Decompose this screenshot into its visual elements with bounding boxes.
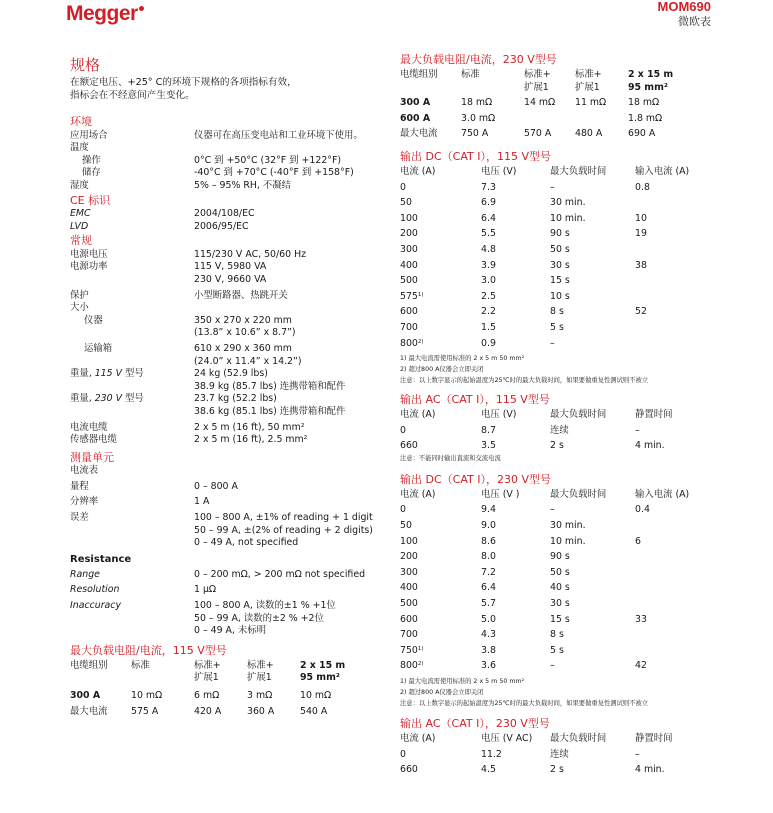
dc115-heading: 输出 DC（CAT I），115 V型号: [400, 149, 551, 163]
table-header-row: [400, 409, 715, 422]
table-header-row: 电缆组别 标准 标准+ 标准+ 2 x 15 m: [400, 69, 674, 80]
table-cell: 30 s: [550, 598, 570, 610]
spec-row: 电源功率 115 V, 5980 VA: [70, 261, 267, 273]
footnote: 注意：以上数字显示的起始温度为25℃时的最大负载时间，如果要做重复性测试则不被立: [400, 700, 649, 707]
table-row: 最大电流 750 A 570 A 480 A 690 A: [400, 128, 656, 140]
ac230-heading: 输出 AC（CAT I），230 V型号: [400, 717, 550, 730]
table-cell: –: [635, 424, 640, 436]
table-cell: 4 min.: [635, 764, 665, 776]
table-row: [400, 322, 715, 335]
table-row: 600 A 3.0 mΩ 1.8 mΩ: [400, 112, 663, 124]
spec-row: 50 – 99 A, 读数的±2 % +2位: [194, 612, 324, 624]
table-cell: 0: [400, 748, 406, 760]
footnote: 2) 超过800 A仪器会立即关闭: [400, 689, 484, 696]
table-cell: 9.4: [481, 504, 496, 516]
table-cell: 200: [400, 551, 418, 563]
table-cell: 最大负载时间: [550, 733, 607, 744]
table-cell: 600: [400, 306, 418, 318]
max230-table: [400, 69, 673, 141]
table-cell: 800$^{2)}$: [400, 337, 424, 349]
spec-row: (24.0” x 11.4” x 14.2”): [194, 355, 302, 367]
table-row: [400, 567, 715, 580]
table-cell: 电压 (V ): [481, 488, 520, 500]
table-row: [400, 244, 715, 257]
table-cell: [635, 551, 715, 564]
spec-row: 温度: [70, 142, 89, 154]
ce-heading: CE 标识: [70, 193, 111, 207]
table-cell: 0: [400, 424, 406, 436]
table-cell: 2 s: [550, 440, 564, 452]
table-cell: [635, 598, 715, 611]
table-cell: 400: [400, 582, 418, 594]
table-cell: 700: [400, 321, 418, 333]
megger-logo: Megger: [66, 2, 144, 26]
table-cell: 7.3: [481, 181, 496, 193]
table-cell: 电流 (A): [400, 733, 436, 744]
table-row: [400, 660, 715, 673]
spec-row: EMC 2004/108/EC: [70, 208, 255, 220]
table-cell: 575$^{1)}$: [400, 290, 424, 302]
ac230-table: [400, 733, 715, 777]
spec-row: 电源电压 115/230 V AC, 50/60 Hz: [70, 248, 307, 260]
env-heading: 环境: [70, 115, 92, 129]
table-cell: [635, 567, 715, 580]
table-cell: 0.4: [635, 504, 650, 516]
spec-row: 操作 0°C 到 +50°C (32°F 到 +122°F): [82, 154, 342, 166]
table-header-row: 扩展1 扩展1 95 mm²: [524, 81, 668, 93]
max230-heading: 最大负载电阻/电流，230 V型号: [400, 53, 557, 66]
spec-row: Resolution 1 μΩ: [70, 584, 217, 596]
ac230-body: [400, 733, 715, 777]
resistance-heading: Resistance: [70, 553, 132, 565]
table-cell: 300: [400, 566, 418, 578]
spec-row: Inaccuracy 100 – 800 A, 读数的±1 % +1位: [70, 600, 336, 611]
table-row: [400, 582, 715, 595]
table-header-row: 电缆组别 标准 标准+ 标准+ 2 x 15 m: [70, 659, 346, 671]
table-cell: 52: [635, 306, 647, 318]
spec-row: 38.6 kg (85.1 lbs) 连携带箱和配件: [194, 405, 346, 417]
table-cell: 8.6: [481, 535, 496, 547]
spec-row: 湿度 5% – 95% RH, 不凝结: [70, 180, 291, 192]
table-cell: 0: [400, 181, 406, 193]
spec-row: 储存 -40°C 到 +70°C (-40°F 到 +158°F): [82, 167, 354, 179]
table-cell: 0.9: [481, 337, 496, 349]
spec-row: 0 – 49 A, not specified: [194, 537, 299, 549]
right-column: [400, 53, 730, 777]
table-cell: 33: [635, 613, 647, 625]
table-cell: 8.0: [481, 551, 496, 563]
table-cell: [635, 244, 715, 257]
table-row: [400, 504, 715, 517]
table-row: 300 A 18 mΩ 14 mΩ 11 mΩ 18 mΩ: [400, 97, 660, 109]
footnote: 注意：不能同时输出直流和交流电流: [400, 454, 501, 462]
dc115-table: [400, 166, 715, 350]
table-cell: [635, 275, 715, 288]
spec-row: 重量, 115 V 型号 24 kg (52.9 lbs): [70, 368, 268, 380]
table-row: [400, 213, 715, 226]
table-cell: 最大负载时间: [550, 165, 607, 177]
table-cell: 静置时间: [635, 733, 673, 744]
footnote: 1) 最大电流需使用标准的 2 x 5 m 50 mm²: [400, 678, 525, 685]
table-cell: 700: [400, 629, 418, 641]
table-cell: 5.5: [481, 228, 496, 240]
table-row: [400, 520, 715, 533]
table-cell: 200: [400, 228, 418, 240]
table-cell: 6.9: [481, 197, 496, 209]
table-row: [400, 749, 715, 762]
table-cell: 电流 (A): [400, 409, 436, 421]
table-cell: 电流 (A): [400, 488, 436, 500]
table-cell: 0.8: [635, 181, 650, 193]
table-cell: 连续: [550, 424, 569, 436]
footnote: 1) 最大电流需使用标准的 2 x 5 m 50 mm²: [400, 355, 525, 363]
spec-row: 电流电缆 2 x 5 m (16 ft), 50 mm²: [70, 421, 305, 433]
table-header-row: [400, 489, 715, 502]
table-cell: 1.5: [481, 321, 496, 333]
table-cell: 50 s: [550, 243, 570, 255]
table-cell: 5.0: [481, 613, 496, 625]
table-cell: [635, 645, 715, 658]
table-cell: 连续: [550, 748, 569, 760]
table-cell: 4.5: [481, 764, 496, 776]
table-header-row: [400, 733, 715, 746]
table-cell: 30 s: [550, 259, 570, 271]
table-cell: 最大负载时间: [550, 409, 607, 421]
spec-row: Range 0 – 200 mΩ, > 200 mΩ not specified: [70, 568, 366, 580]
table-cell: 15 s: [550, 613, 570, 625]
ac115-body: [400, 409, 715, 453]
spec-row: 230 V, 9660 VA: [194, 274, 267, 286]
table-cell: 8 s: [550, 306, 564, 318]
max115-heading: 最大负载电阻/电流，115 V型号: [70, 643, 227, 657]
table-row: [400, 275, 715, 288]
dc115-body: [400, 166, 715, 350]
table-cell: [635, 520, 715, 533]
table-cell: 3.6: [481, 660, 496, 672]
left-column: [70, 54, 390, 718]
table-row: [400, 598, 715, 611]
table-cell: 电流 (A): [400, 165, 436, 177]
spec-row: 应用场合 仪器可在高压变电站和工业环境下使用。: [70, 129, 363, 141]
max115-table: [70, 660, 345, 718]
spec-row: 大小: [70, 302, 89, 314]
table-cell: [635, 291, 715, 304]
spec-row: 重量, 230 V 型号 23.7 kg (52.2 lbs): [70, 393, 277, 405]
spec-row: 量程 0 – 800 A: [70, 480, 238, 492]
table-row: [400, 260, 715, 273]
table-cell: 最大负载时间: [550, 488, 607, 500]
table-cell: 50 s: [550, 566, 570, 578]
table-cell: 42: [635, 660, 647, 672]
table-cell: 静置时间: [635, 409, 673, 421]
table-row: [400, 291, 715, 304]
table-cell: –: [550, 660, 555, 672]
table-cell: 500: [400, 275, 418, 287]
spec-row: 仪器 350 x 270 x 220 mm: [84, 314, 292, 326]
table-row: [400, 338, 715, 351]
table-cell: 输入电流 (A): [635, 165, 690, 177]
spec-row: 误差 100 – 800 A, ±1% of reading + 1 digit: [70, 512, 373, 524]
intro-text: 在额定电压、+25° C的环境下规格的各项指标有效， 指标会在不经意间产生变化。: [70, 77, 297, 101]
table-cell: 4.3: [481, 629, 496, 641]
table-row: [400, 182, 715, 195]
page-title: 规格: [70, 56, 101, 74]
table-cell: 30 min.: [550, 197, 586, 209]
table-cell: 7.2: [481, 566, 496, 578]
table-row: [400, 536, 715, 549]
table-row: [400, 614, 715, 627]
table-cell: 6.4: [481, 582, 496, 594]
table-row: 300 A 10 mΩ 6 mΩ 3 mΩ 10 mΩ: [70, 689, 332, 701]
dc230-table: [400, 489, 715, 673]
table-cell: [635, 197, 715, 210]
table-cell: 5.7: [481, 598, 496, 610]
table-cell: [635, 338, 715, 351]
table-cell: 3.9: [481, 259, 496, 271]
table-cell: 19: [635, 228, 647, 240]
table-cell: 38: [635, 259, 647, 271]
table-cell: 6: [635, 535, 641, 547]
table-row: [400, 629, 715, 642]
dc230-heading: 输出 DC（CAT I），230 V型号: [400, 472, 551, 486]
spec-row: (13.8” x 10.6” x 8.7”): [194, 327, 296, 339]
table-cell: 750$^{1)}$: [400, 644, 424, 656]
ac115-table: [400, 409, 715, 453]
table-header-row: 扩展1 扩展1 95 mm²: [194, 672, 340, 684]
spec-row: 分辨率 1 A: [70, 496, 210, 508]
table-cell: 10 min.: [550, 212, 586, 224]
table-cell: 90 s: [550, 228, 570, 240]
table-cell: 10: [635, 212, 647, 224]
table-cell: 800$^{2)}$: [400, 660, 424, 672]
table-row: [400, 645, 715, 658]
table-cell: 电压 (V): [481, 165, 517, 177]
table-cell: [635, 322, 715, 335]
table-cell: –: [550, 504, 555, 516]
table-row: [400, 228, 715, 241]
table-cell: 5 s: [550, 321, 564, 333]
table-row: [400, 425, 715, 438]
spec-row: 38.9 kg (85.7 lbs) 连携带箱和配件: [194, 380, 346, 392]
table-cell: 50: [400, 197, 412, 209]
table-row: 最大电流 575 A 420 A 360 A 540 A: [70, 705, 328, 717]
dc230-body: [400, 489, 715, 673]
table-cell: 11.2: [481, 748, 502, 760]
table-header-row: [400, 166, 715, 179]
table-cell: 40 s: [550, 582, 570, 594]
table-row: [400, 197, 715, 210]
table-row: [400, 764, 715, 777]
table-cell: 6.4: [481, 212, 496, 224]
table-cell: [635, 582, 715, 595]
general-heading: 常规: [70, 234, 92, 248]
spec-row: 50 – 99 A, ±(2% of reading + 2 digits): [194, 524, 373, 536]
table-cell: 660: [400, 440, 418, 452]
table-cell: 100: [400, 535, 418, 547]
table-cell: 2.2: [481, 306, 496, 318]
table-cell: 2 s: [550, 764, 564, 776]
table-cell: 4.8: [481, 243, 496, 255]
table-cell: 9.0: [481, 520, 496, 532]
spec-row: 0 – 49 A, 未标明: [194, 625, 267, 637]
ac115-heading: 输出 AC（CAT I），115 V型号: [400, 393, 550, 407]
meas-heading: 测量单元: [70, 450, 114, 464]
table-cell: 100: [400, 212, 418, 224]
table-cell: 15 s: [550, 275, 570, 287]
table-cell: 3.8: [481, 644, 496, 656]
footnote: 2) 超过800 A仪器会立即关闭: [400, 366, 484, 374]
model-subtitle: 微欧表: [678, 15, 711, 28]
table-cell: –: [550, 181, 555, 193]
table-cell: 300: [400, 243, 418, 255]
table-cell: 8 s: [550, 629, 564, 641]
table-cell: 3.0: [481, 275, 496, 287]
table-cell: 600: [400, 613, 418, 625]
table-cell: 0: [400, 504, 406, 516]
spec-row: 保护 小型断路器、热跳开关: [70, 289, 288, 301]
table-cell: 400: [400, 259, 418, 271]
table-cell: 2.5: [481, 290, 496, 302]
table-cell: 5 s: [550, 644, 564, 656]
table-cell: 30 min.: [550, 520, 586, 532]
table-cell: 10 min.: [550, 535, 586, 547]
table-cell: 10 s: [550, 290, 570, 302]
table-cell: 50: [400, 520, 412, 532]
spec-row: 电流表: [70, 465, 99, 477]
spec-row: 传感器电缆 2 x 5 m (16 ft), 2.5 mm²: [70, 434, 308, 446]
model-name: MOM690: [657, 0, 711, 14]
table-row: [400, 551, 715, 564]
table-cell: 90 s: [550, 551, 570, 563]
table-cell: 500: [400, 598, 418, 610]
table-cell: 电压 (V): [481, 409, 517, 421]
table-cell: 3.5: [481, 440, 496, 452]
table-cell: 660: [400, 764, 418, 776]
table-cell: 输入电流 (A): [635, 488, 690, 500]
table-row: [400, 306, 715, 319]
table-row: [400, 440, 715, 453]
table-cell: –: [635, 748, 640, 760]
footnote: 注意：以上数字显示的起始温度为25℃时的最大负载时间，如果要做重复性测试则不被立: [400, 377, 649, 385]
table-cell: 电压 (V AC): [481, 733, 533, 744]
table-cell: 4 min.: [635, 440, 665, 452]
table-cell: 8.7: [481, 424, 496, 436]
table-cell: [635, 629, 715, 642]
table-cell: –: [550, 337, 555, 349]
spec-row: LVD 2006/95/EC: [70, 220, 249, 232]
spec-row: 运输箱 610 x 290 x 360 mm: [84, 343, 292, 354]
